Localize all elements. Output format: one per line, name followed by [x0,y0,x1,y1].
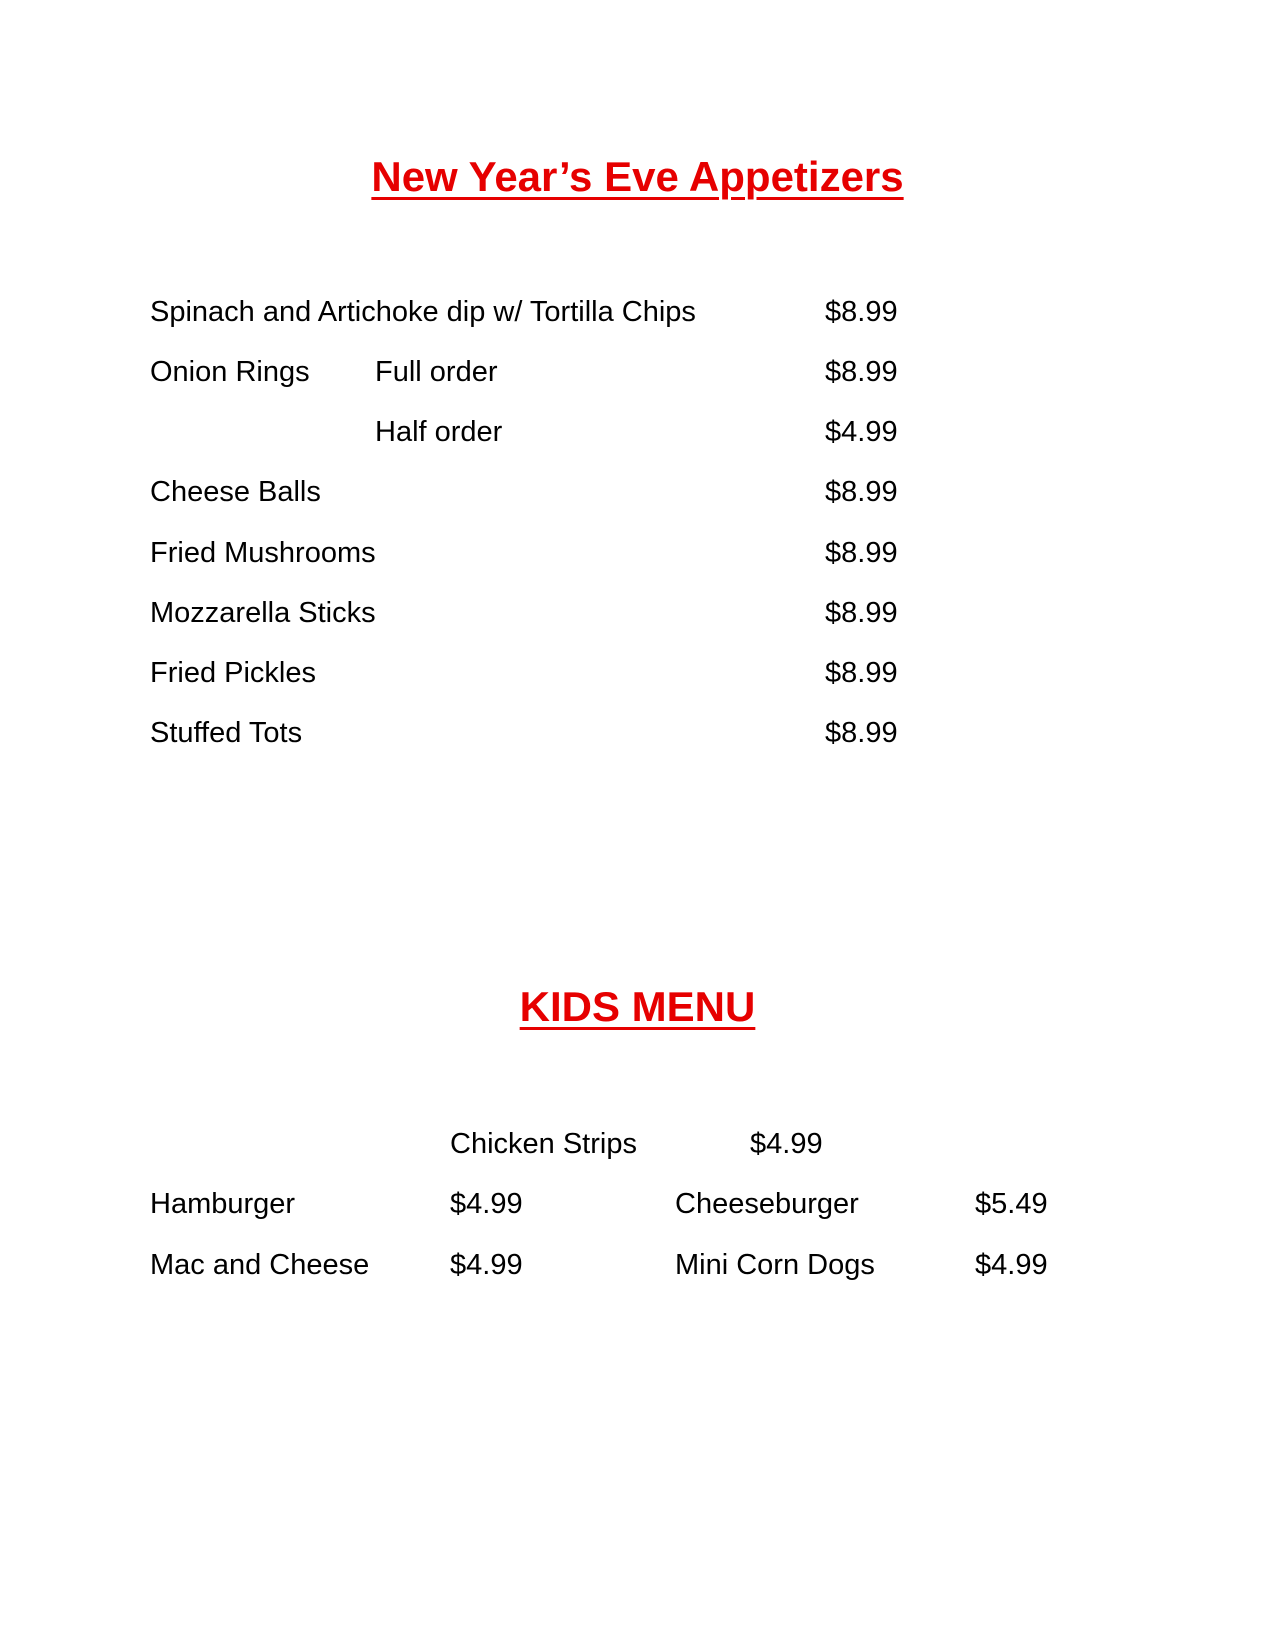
appetizer-name: Fried Pickles [150,657,316,689]
appetizer-name: Fried Mushrooms [150,537,376,569]
appetizer-option: Half order [375,416,503,448]
kids-item-price: $4.99 [450,1249,523,1281]
appetizer-name: Cheese Balls [150,476,321,508]
appetizer-price: $8.99 [825,657,898,689]
appetizer-price: $8.99 [825,296,898,328]
appetizer-option: Full order [375,356,498,388]
appetizer-price: $8.99 [825,476,898,508]
kids-item-name: Mini Corn Dogs [675,1249,875,1281]
appetizers-title: New Year’s Eve Appetizers [371,153,904,200]
appetizer-name: Mozzarella Sticks [150,597,376,629]
appetizer-price: $8.99 [825,597,898,629]
appetizer-price: $8.99 [825,537,898,569]
kids-menu-heading [0,983,1275,1030]
kids-item-price: $5.49 [975,1188,1048,1220]
kids-item-price: $4.99 [750,1128,823,1160]
appetizers-heading [0,153,1275,200]
appetizer-name: Stuffed Tots [150,717,303,749]
appetizer-name: Onion Rings [150,356,310,388]
appetizer-price: $8.99 [825,356,898,388]
appetizer-price: $8.99 [825,717,898,749]
kids-item-price: $4.99 [975,1249,1048,1281]
kids-item-name: Chicken Strips [450,1128,637,1160]
kids-item-price: $4.99 [450,1188,523,1220]
kids-item-name: Cheeseburger [675,1188,859,1220]
kids-menu-title: KIDS MENU [519,983,756,1030]
appetizer-name: Spinach and Artichoke dip w/ Tortilla Chips [150,296,696,328]
appetizer-price: $4.99 [825,416,898,448]
kids-item-name: Hamburger [150,1188,296,1220]
kids-item-name: Mac and Cheese [150,1249,370,1281]
